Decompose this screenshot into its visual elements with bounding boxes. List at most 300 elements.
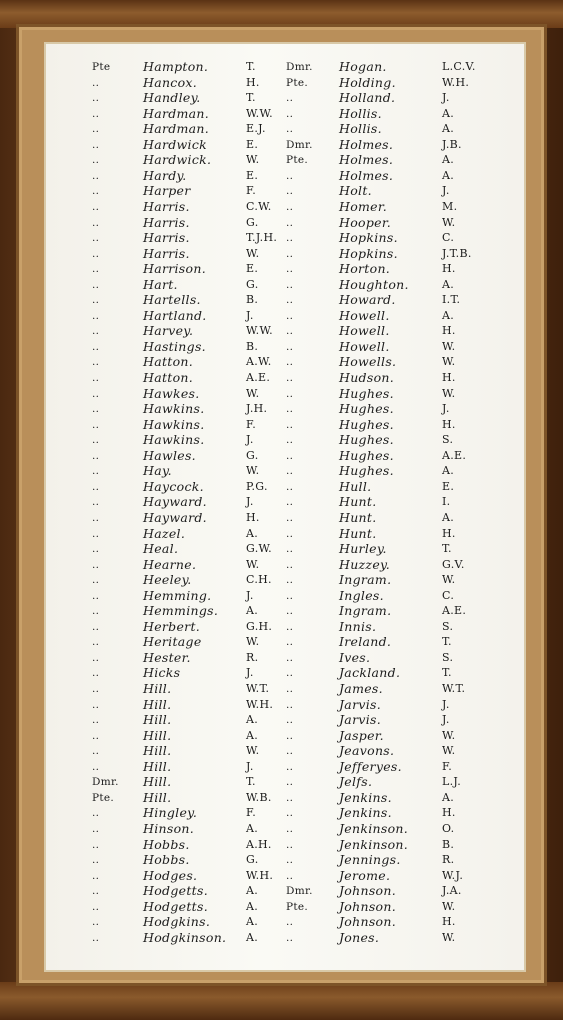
surname-left: Hingley.: [143, 805, 198, 821]
surname-right: Hughes.: [339, 447, 394, 463]
initials-left: W.: [246, 464, 260, 478]
rank-right: ..: [286, 449, 294, 462]
surname-left: Hastings.: [143, 338, 206, 354]
surname-left: Hardy.: [143, 167, 187, 183]
rank-left: ..: [92, 605, 100, 618]
rank-left: ..: [92, 418, 100, 431]
initials-right: A.: [442, 153, 455, 167]
rank-left: ..: [92, 387, 100, 400]
surname-right: Huzzey.: [339, 556, 390, 572]
surname-left: Hayward.: [143, 509, 207, 525]
initials-right: H.: [442, 371, 456, 384]
rank-right: Pte.: [286, 900, 309, 913]
initials-left: T.: [246, 775, 256, 789]
initials-right: H.: [442, 915, 456, 929]
initials-right: W.J.: [442, 868, 464, 882]
rank-left: ..: [92, 480, 100, 493]
rank-right: ..: [286, 776, 294, 789]
initials-right: W.: [442, 386, 456, 400]
surname-left: Hester.: [143, 649, 191, 665]
surname-right: Hurley.: [339, 541, 387, 557]
initials-left: G.H.: [246, 619, 273, 633]
surname-left: Hill.: [143, 696, 172, 712]
surname-left: Hardwick.: [143, 152, 212, 168]
surname-right: Jarvis.: [339, 696, 381, 712]
initials-right: R.: [442, 853, 455, 867]
roll-row: [46, 697, 524, 713]
roll-row: [46, 339, 524, 355]
rank-left: ..: [92, 916, 100, 929]
surname-right: Jenkinson.: [339, 820, 409, 836]
rank-left: ..: [92, 511, 100, 524]
initials-right: J.B.: [442, 137, 462, 151]
surname-left: Hill.: [143, 681, 172, 696]
initials-right: W.H.: [442, 75, 470, 89]
initials-right: S.: [442, 433, 454, 447]
initials-left: A.: [246, 604, 259, 618]
surname-right: Ives.: [339, 649, 371, 665]
surname-right: Hooper.: [339, 214, 392, 230]
rank-left: ..: [92, 543, 100, 556]
initials-right: C.: [442, 588, 455, 602]
rank-left: Pte.: [92, 791, 115, 804]
initials-right: F.: [442, 759, 453, 773]
surname-left: Hobbs.: [143, 836, 190, 852]
rank-left: ..: [92, 216, 100, 229]
initials-left: A.: [246, 821, 259, 835]
surname-right: Jefferyes.: [339, 758, 402, 774]
surname-right: Jackland.: [339, 665, 401, 681]
rank-right: Pte.: [286, 76, 309, 89]
roll-row: [46, 572, 524, 588]
rank-left: ..: [92, 620, 100, 633]
roll-row: [46, 152, 524, 168]
surname-left: Hodgkins.: [143, 914, 211, 930]
roll-row: [46, 121, 524, 137]
roll-row: [46, 199, 524, 215]
roll-row: [46, 712, 524, 728]
roll-row: [46, 728, 524, 744]
surname-right: Hollis.: [339, 121, 382, 137]
surname-left: Haycock.: [143, 478, 204, 494]
rank-left: ..: [92, 900, 100, 913]
rank-right: ..: [286, 309, 294, 322]
initials-right: S.: [442, 650, 454, 664]
initials-left: A.: [246, 930, 259, 944]
roll-row: [46, 774, 524, 790]
rank-left: ..: [92, 263, 100, 276]
rank-right: ..: [286, 574, 294, 587]
rank-right: ..: [286, 123, 294, 136]
initials-left: J.: [246, 759, 254, 773]
roll-row: [46, 432, 524, 448]
initials-right: T.: [442, 635, 452, 649]
surname-right: Howard.: [339, 292, 396, 308]
surname-left: Harrison.: [143, 261, 206, 277]
rank-right: ..: [286, 278, 294, 291]
surname-left: Hancox.: [143, 74, 198, 90]
roll-row: [46, 759, 524, 775]
roll-row: [46, 743, 524, 759]
rank-right: ..: [286, 854, 294, 867]
initials-left: G.: [246, 277, 259, 291]
initials-left: W.: [246, 386, 260, 400]
surname-left: Hawkes.: [143, 385, 200, 401]
rank-left: ..: [92, 232, 100, 245]
rank-right: Dmr.: [286, 61, 313, 73]
surname-left: Hawkins.: [143, 401, 205, 417]
initials-right: A.: [442, 277, 455, 291]
initials-left: W.T.: [246, 682, 270, 695]
roll-row: [46, 821, 524, 837]
surname-left: Hicks: [143, 665, 181, 681]
rank-right: ..: [286, 838, 294, 851]
initials-right: I.T.: [442, 293, 461, 307]
initials-left: W.H.: [246, 868, 274, 882]
rank-right: ..: [286, 931, 294, 944]
initials-right: A.: [442, 168, 455, 182]
surname-right: Jarvis.: [339, 712, 381, 728]
initials-right: I.: [442, 495, 451, 509]
rank-right: ..: [286, 511, 294, 524]
rank-left: ..: [92, 247, 100, 260]
initials-left: E.: [246, 262, 259, 276]
rank-left: ..: [92, 651, 100, 664]
roll-of-honour-sheet: [46, 44, 524, 970]
roll-row: [46, 401, 524, 417]
surname-left: Harris.: [143, 214, 190, 230]
surname-left: Hodges.: [143, 867, 198, 883]
initials-left: J.: [246, 588, 254, 602]
initials-left: A.: [246, 713, 259, 727]
initials-left: G.W.: [246, 542, 272, 556]
initials-left: J.: [246, 666, 254, 680]
rank-right: ..: [286, 589, 294, 602]
surname-right: Hull.: [339, 478, 372, 494]
rank-left: ..: [92, 760, 100, 773]
rank-left: ..: [92, 527, 100, 540]
initials-right: J.: [442, 697, 450, 711]
surname-right: Jones.: [339, 929, 380, 945]
roll-row: [46, 261, 524, 277]
initials-right: J.A.: [442, 884, 462, 898]
initials-right: H.: [442, 806, 456, 820]
roll-row: [46, 277, 524, 293]
initials-left: A.E.: [246, 371, 271, 384]
rank-right: ..: [286, 760, 294, 773]
rank-left: ..: [92, 667, 100, 680]
initials-left: J.: [246, 495, 254, 509]
roll-row: [46, 370, 524, 386]
rank-left: ..: [92, 325, 100, 338]
initials-left: E.: [246, 168, 259, 182]
surname-right: Johnson.: [339, 883, 397, 899]
rank-left: ..: [92, 294, 100, 307]
surname-right: Holding.: [339, 74, 396, 90]
initials-right: W.: [442, 899, 456, 913]
rank-left: ..: [92, 496, 100, 509]
rank-right: ..: [286, 480, 294, 493]
initials-right: W.: [442, 728, 456, 742]
surname-right: Hudson.: [339, 370, 395, 385]
initials-left: W.B.: [246, 790, 272, 804]
rank-left: ..: [92, 356, 100, 369]
rank-right: ..: [286, 558, 294, 571]
surname-right: Hunt.: [339, 525, 377, 541]
surname-left: Hill.: [143, 789, 172, 805]
initials-left: C.W.: [246, 199, 272, 213]
initials-right: W.: [442, 215, 456, 229]
surname-right: Horton.: [339, 261, 391, 277]
surname-left: Hobbs.: [143, 852, 190, 868]
initials-left: R.: [246, 650, 259, 664]
surname-right: Holland.: [339, 90, 396, 106]
frame-bottom-rail: [0, 982, 563, 1020]
rank-right: Dmr.: [286, 885, 313, 898]
initials-right: H.: [442, 324, 456, 338]
roll-row: [46, 494, 524, 510]
rank-right: ..: [286, 527, 294, 540]
rank-right: Pte.: [286, 154, 309, 167]
roll-row: [46, 323, 524, 339]
initials-right: L.J.: [442, 775, 462, 789]
surname-right: Holmes.: [339, 152, 394, 168]
rank-right: ..: [286, 869, 294, 882]
surname-right: Houghton.: [339, 276, 409, 292]
initials-right: A.: [442, 510, 455, 524]
rank-left: ..: [92, 745, 100, 758]
rank-right: ..: [286, 372, 294, 384]
surname-right: Howell.: [339, 323, 390, 339]
surname-left: Handley.: [143, 90, 201, 106]
rank-right: ..: [286, 683, 294, 695]
initials-right: A.E.: [442, 448, 467, 462]
surname-left: Harper: [143, 183, 191, 199]
surname-right: Jeavons.: [339, 743, 395, 759]
roll-row: [46, 308, 524, 324]
roll-row: [46, 230, 524, 246]
rank-right: ..: [286, 340, 294, 353]
roll-row: [46, 852, 524, 868]
roll-row: [46, 681, 524, 697]
surname-left: Hemmings.: [143, 603, 219, 619]
rank-left: ..: [92, 185, 100, 198]
initials-left: C.H.: [246, 573, 272, 587]
initials-right: W.T.: [442, 682, 466, 695]
roll-row: [46, 526, 524, 542]
initials-left: J.H.: [246, 402, 268, 416]
rank-left: ..: [92, 885, 100, 898]
roll-row: [46, 106, 524, 122]
initials-right: W.: [442, 744, 456, 758]
rank-left: Pte: [92, 61, 111, 73]
rank-left: ..: [92, 449, 100, 462]
surname-right: Howell.: [339, 307, 390, 323]
rank-left: ..: [92, 200, 100, 213]
surname-right: Johnson.: [339, 914, 397, 930]
surname-right: Johnson.: [339, 898, 397, 914]
initials-left: P.G.: [246, 479, 268, 493]
initials-left: T.: [246, 60, 256, 73]
initials-left: A.W.: [246, 355, 272, 369]
roll-row: [46, 634, 524, 650]
surname-right: Hughes.: [339, 385, 394, 401]
roll-row: [46, 215, 524, 231]
rank-left: ..: [92, 403, 100, 416]
initials-right: A.E.: [442, 604, 467, 618]
surname-right: James.: [339, 681, 383, 696]
roll-row: [46, 619, 524, 635]
rank-right: ..: [286, 496, 294, 509]
initials-right: T.: [442, 666, 452, 680]
rank-right: ..: [286, 169, 294, 182]
roll-row: [46, 603, 524, 619]
rank-right: ..: [286, 387, 294, 400]
surname-left: Hay.: [143, 463, 172, 479]
rank-left: ..: [92, 169, 100, 182]
surname-right: Hogan.: [339, 59, 387, 74]
surname-right: Jerome.: [339, 867, 391, 883]
rank-left: ..: [92, 869, 100, 882]
rank-right: ..: [286, 356, 294, 369]
initials-right: E.: [442, 479, 455, 493]
rank-left: ..: [92, 465, 100, 478]
rank-left: ..: [92, 589, 100, 602]
initials-right: O.: [442, 821, 455, 835]
initials-right: A.: [442, 122, 455, 136]
rank-left: ..: [92, 76, 100, 89]
initials-left: W.: [246, 557, 260, 571]
rank-right: ..: [286, 465, 294, 478]
initials-right: L.C.V.: [442, 60, 476, 73]
surname-right: Holmes.: [339, 136, 394, 152]
rank-right: ..: [286, 294, 294, 307]
initials-left: A.: [246, 884, 259, 898]
initials-right: A.: [442, 464, 455, 478]
surname-right: Holmes.: [339, 167, 394, 183]
rank-right: ..: [286, 418, 294, 431]
initials-left: F.: [246, 806, 257, 820]
surname-right: Hughes.: [339, 416, 394, 432]
initials-left: B.: [246, 293, 259, 307]
initials-right: S.: [442, 619, 454, 633]
roll-row: [46, 75, 524, 91]
rank-left: ..: [92, 636, 100, 649]
roll-row: [46, 448, 524, 464]
rank-right: ..: [286, 620, 294, 633]
rank-right: ..: [286, 403, 294, 416]
roll-row: [46, 137, 524, 153]
rank-right: ..: [286, 107, 294, 120]
surname-right: Jenkins.: [339, 789, 392, 805]
initials-left: W.H.: [246, 697, 274, 711]
surname-right: Ingram.: [339, 572, 392, 588]
initials-right: H.: [442, 526, 456, 540]
rank-left: ..: [92, 92, 100, 105]
surname-left: Hinson.: [143, 820, 195, 836]
surname-left: Hardman.: [143, 121, 210, 137]
rank-right: ..: [286, 263, 294, 276]
initials-left: H.: [246, 510, 260, 524]
roll-row: [46, 650, 524, 666]
rank-right: ..: [286, 216, 294, 229]
surname-left: Hart.: [143, 276, 178, 292]
initials-left: A.: [246, 526, 259, 540]
surname-right: Ingles.: [339, 587, 384, 603]
roll-row: [46, 59, 524, 75]
surname-left: Hatton.: [143, 354, 194, 370]
rank-left: ..: [92, 714, 100, 727]
rank-right: ..: [286, 200, 294, 213]
initials-left: W.: [246, 635, 260, 649]
initials-right: J.: [442, 713, 450, 727]
surname-left: Harris.: [143, 245, 190, 261]
roll-row: [46, 479, 524, 495]
initials-left: A.: [246, 728, 259, 742]
rank-right: ..: [286, 916, 294, 929]
roll-row: [46, 354, 524, 370]
rank-left: Dmr.: [92, 776, 119, 789]
rank-right: ..: [286, 434, 294, 447]
roll-row: [46, 868, 524, 884]
initials-right: H.: [442, 262, 456, 276]
initials-right: A.: [442, 308, 455, 322]
roll-row: [46, 883, 524, 899]
initials-left: A.: [246, 899, 259, 913]
roll-row: [46, 541, 524, 557]
roll-row: [46, 665, 524, 681]
initials-right: H.: [442, 417, 456, 431]
roll-row: [46, 899, 524, 915]
roll-row: [46, 930, 524, 946]
rank-right: ..: [286, 714, 294, 727]
rank-left: ..: [92, 822, 100, 835]
rank-right: ..: [286, 698, 294, 711]
rank-left: ..: [92, 558, 100, 571]
initials-right: A.: [442, 106, 455, 120]
rank-left: ..: [92, 434, 100, 447]
surname-right: Hollis.: [339, 105, 382, 121]
rank-right: ..: [286, 807, 294, 820]
surname-left: Harris.: [143, 230, 190, 246]
roll-row: [46, 463, 524, 479]
initials-left: W.W.: [246, 324, 273, 338]
surname-left: Hearne.: [143, 556, 197, 572]
surname-left: Hemming.: [143, 587, 212, 603]
roll-row: [46, 837, 524, 853]
surname-left: Hill.: [143, 727, 172, 743]
surname-left: Harvey.: [143, 323, 194, 339]
initials-right: C.: [442, 231, 455, 245]
roll-row: [46, 914, 524, 930]
initials-left: W.: [246, 744, 260, 758]
surname-right: Jelfs.: [339, 774, 373, 790]
surname-left: Hill.: [143, 774, 172, 790]
initials-left: G.: [246, 215, 259, 229]
rank-left: ..: [92, 107, 100, 120]
surname-left: Herbert.: [143, 618, 201, 634]
roll-row: [46, 292, 524, 308]
rank-right: ..: [286, 822, 294, 835]
surname-right: Jenkinson.: [339, 836, 409, 852]
surname-left: Heal.: [143, 541, 179, 557]
surname-left: Hill.: [143, 758, 172, 774]
rank-right: ..: [286, 543, 294, 556]
roll-row: [46, 805, 524, 821]
rank-left: ..: [92, 309, 100, 322]
surname-left: Hawles.: [143, 447, 196, 463]
roll-row: [46, 386, 524, 402]
